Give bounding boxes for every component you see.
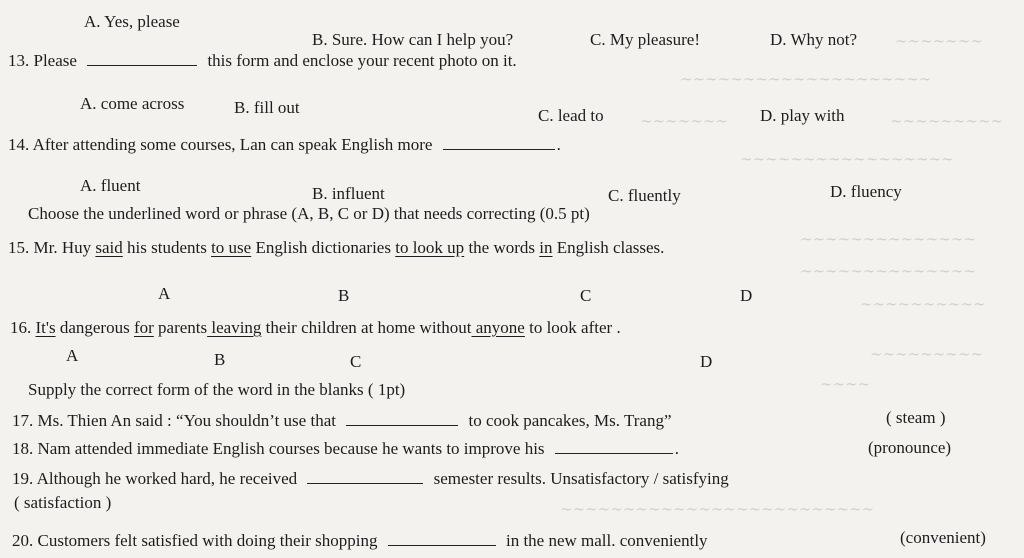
question-stem-end: this form and enclose your recent photo on it. xyxy=(207,51,517,70)
q14-option-c: C. fluently xyxy=(608,186,681,205)
answer-blank[interactable] xyxy=(555,438,673,454)
bleed-through-decoration: ∼∼∼∼ xyxy=(820,377,871,393)
answer-blank[interactable] xyxy=(87,50,197,66)
q15-label-b: B xyxy=(338,286,350,305)
underlined-option-d[interactable]: in xyxy=(539,238,553,257)
question-17: 17. Ms. Thien An said : “You shouldn’t use that to cook pancakes, Ms. Trang” xyxy=(12,411,672,430)
underlined-option-b[interactable]: to use xyxy=(211,238,252,257)
q13-option-a: A. come across xyxy=(80,94,185,113)
q16-label-d: D xyxy=(700,352,713,371)
underlined-option-a[interactable]: said xyxy=(95,238,123,257)
bleed-through-decoration: ∼∼∼∼∼∼∼ xyxy=(640,114,728,130)
q12-option-d: D. Why not? xyxy=(770,30,858,49)
q15-label-d: D xyxy=(740,286,753,305)
answer-blank[interactable] xyxy=(388,530,496,546)
question-16: 16. It's dangerous for parents leaving their children at home without anyone to look after . xyxy=(10,318,621,337)
underlined-option-c[interactable]: leaving xyxy=(207,318,262,337)
bleed-through-decoration: ∼∼∼∼∼∼∼∼∼∼∼∼∼∼∼∼∼ xyxy=(740,152,954,168)
question-20: 20. Customers felt satisfied with doing their shopping in the new mall. conveniently xyxy=(12,531,708,550)
bleed-through-decoration: ∼∼∼∼∼∼∼∼∼∼∼∼∼∼∼∼∼∼∼∼ xyxy=(680,72,932,88)
question-13 xyxy=(8,50,517,71)
q16-label-b: B xyxy=(214,350,226,369)
q13-option-b: B. fill out xyxy=(234,98,300,117)
question-15: 15. Mr. Huy said his students to use English dictionaries to look up the words in English classes. xyxy=(8,238,665,257)
bleed-through-decoration: ∼∼∼∼∼∼∼∼∼∼∼∼∼∼ xyxy=(800,264,976,280)
q13-option-d: D. play with xyxy=(760,106,845,125)
question-stem-start: Please xyxy=(33,51,77,70)
bleed-through-decoration: ∼∼∼∼∼∼∼∼∼ xyxy=(890,114,1004,130)
q19-word-hint: ( satisfaction ) xyxy=(14,493,112,512)
question-number: 19. xyxy=(12,469,34,488)
bleed-through-decoration: ∼∼∼∼∼∼∼∼∼∼ xyxy=(860,297,986,313)
q14-option-a: A. fluent xyxy=(80,176,141,195)
q18-word-hint: (pronounce) xyxy=(868,438,952,457)
underlined-option-b[interactable]: for xyxy=(133,318,154,337)
q16-label-a: A xyxy=(66,346,79,365)
q15-label-a: A xyxy=(158,284,171,303)
q20-word-hint: (convenient) xyxy=(900,528,986,547)
q14-option-d: D. fluency xyxy=(830,182,902,201)
question-number: 18. xyxy=(12,439,34,458)
answer-blank[interactable] xyxy=(346,410,458,426)
answer-blank[interactable] xyxy=(443,134,555,150)
q15-label-c: C xyxy=(580,286,592,305)
question-number: 16. xyxy=(10,318,32,337)
q12-option-a: A. Yes, please xyxy=(84,12,180,31)
question-18: 18. Nam attended immediate English courses because he wants to improve his . xyxy=(12,439,680,458)
question-14 xyxy=(8,134,561,155)
question-19: 19. Although he worked hard, he received semester results. Unsatisfactory / satisfying xyxy=(12,469,729,488)
question-number: 17. xyxy=(12,411,34,430)
answer-blank[interactable] xyxy=(307,468,423,484)
bleed-through-decoration: ∼∼∼∼∼∼∼∼∼∼∼∼∼∼∼∼∼∼∼∼∼∼∼∼∼ xyxy=(560,502,875,518)
question-number: 20. xyxy=(12,531,34,550)
question-number: 13. xyxy=(8,51,30,70)
question-number: 15. xyxy=(8,238,30,257)
q12-option-c: C. My pleasure! xyxy=(590,30,701,49)
q12-option-b: B. Sure. How can I help you? xyxy=(312,30,514,49)
bleed-through-decoration: ∼∼∼∼∼∼∼ xyxy=(895,34,983,50)
section-instruction-error-correction: Choose the underlined word or phrase (A, B, C or D) that needs correcting (0.5 pt) xyxy=(28,204,590,223)
question-stem-end: . xyxy=(556,135,561,154)
bleed-through-decoration: ∼∼∼∼∼∼∼∼∼ xyxy=(870,347,984,363)
question-stem-start: After attending some courses, Lan can speak English more xyxy=(32,135,433,154)
underlined-option-d[interactable]: anyone xyxy=(471,318,525,337)
underlined-option-c[interactable]: to look up xyxy=(395,238,465,257)
q16-label-c: C xyxy=(350,352,362,371)
q17-word-hint: ( steam ) xyxy=(886,408,946,427)
underlined-option-a[interactable]: It's xyxy=(35,318,56,337)
question-number: 14. xyxy=(8,135,30,154)
section-instruction-word-form: Supply the correct form of the word in the blanks ( 1pt) xyxy=(28,380,406,399)
q13-option-c: C. lead to xyxy=(538,106,604,125)
q14-option-b: B. influent xyxy=(312,184,385,203)
bleed-through-decoration: ∼∼∼∼∼∼∼∼∼∼∼∼∼∼ xyxy=(800,232,976,248)
